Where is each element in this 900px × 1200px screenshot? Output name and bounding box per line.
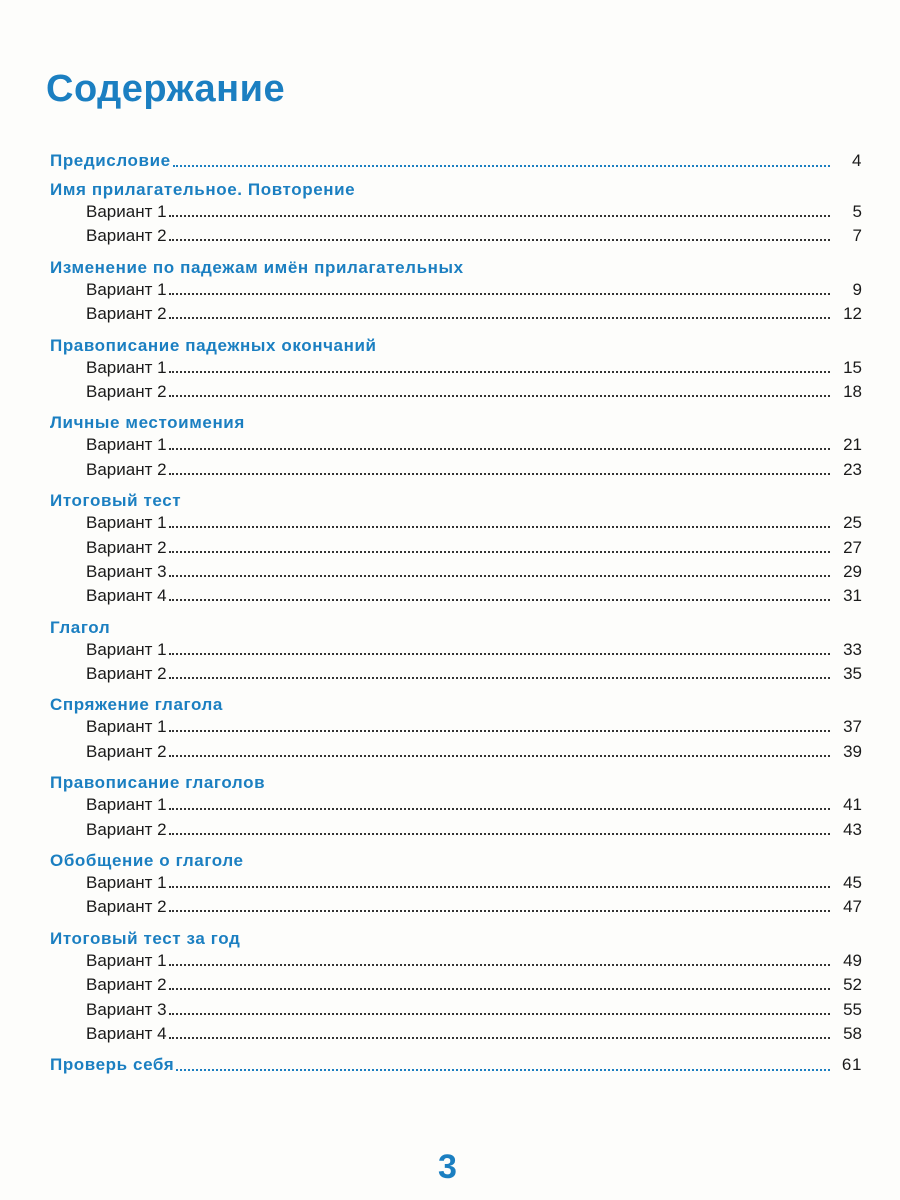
toc-entry-label: Вариант 2 — [86, 459, 167, 479]
toc-page-number: 35 — [843, 664, 862, 684]
toc-entry — [50, 382, 862, 406]
toc-entry — [50, 795, 862, 819]
dot-leader — [169, 316, 830, 319]
toc-entry — [50, 586, 862, 610]
toc-entry-label: Имя прилагательное. Повторение — [50, 180, 356, 199]
dot-leader — [169, 1036, 830, 1039]
toc-entry — [50, 280, 862, 304]
dot-leader — [169, 885, 830, 888]
toc-entry-label: Глагол — [50, 617, 111, 637]
dot-leader — [169, 472, 830, 475]
toc-entry-label: Обобщение о глаголе — [50, 851, 244, 871]
toc-entry-label: Вариант 2 — [86, 741, 167, 761]
toc-page-number: 12 — [843, 304, 862, 324]
toc-entry-label: Вариант 2 — [86, 975, 167, 995]
dot-leader — [173, 164, 830, 167]
dot-leader — [169, 574, 830, 577]
toc-section — [50, 766, 862, 795]
toc-entry — [50, 562, 862, 586]
dot-leader — [169, 550, 830, 553]
toc-entry-label: Вариант 3 — [86, 999, 167, 1019]
toc-entry — [50, 460, 862, 484]
toc-page-number: 15 — [843, 357, 862, 377]
toc-page-number: 45 — [843, 873, 862, 893]
dot-leader — [169, 370, 830, 373]
toc-page-number: 18 — [843, 381, 862, 401]
dot-leader — [169, 394, 830, 397]
toc-section — [50, 329, 862, 358]
dot-leader — [169, 909, 830, 912]
toc-entry — [50, 358, 862, 382]
toc-entry-label: Проверь себя — [50, 1055, 175, 1075]
toc-page-number: 33 — [843, 639, 862, 659]
toc-entry-label: Вариант 4 — [86, 1023, 167, 1043]
toc-entry — [50, 1000, 862, 1024]
toc-entry-label: Вариант 3 — [86, 561, 167, 581]
toc-entry-label: Вариант 2 — [86, 664, 167, 684]
toc-page-number: 23 — [843, 459, 862, 479]
toc-entry-label: Вариант 2 — [86, 226, 167, 246]
page-number: 3 — [438, 1148, 457, 1186]
toc-entry — [50, 304, 862, 328]
toc-entry-label: Вариант 1 — [86, 717, 167, 737]
toc-page-number: 27 — [843, 537, 862, 557]
toc-entry — [50, 513, 862, 537]
toc-entry-label: Вариант 1 — [86, 279, 167, 299]
dot-leader — [169, 832, 830, 835]
toc-entry-label: Изменение по падежам имён прилагательных — [50, 257, 464, 277]
toc-entry — [50, 202, 862, 226]
dot-leader — [176, 1068, 830, 1071]
toc-entry — [50, 717, 862, 741]
toc-entry-label: Вариант 1 — [86, 513, 167, 533]
toc-entry — [50, 435, 862, 459]
toc-entry — [50, 664, 862, 688]
toc-entry — [50, 226, 862, 250]
toc-entry-label: Вариант 1 — [86, 639, 167, 659]
toc-entry-label: Правописание глаголов — [50, 773, 266, 793]
toc-entry — [50, 742, 862, 766]
toc-page-number: 47 — [843, 897, 862, 917]
dot-leader — [169, 447, 830, 450]
toc-page-number: 29 — [843, 561, 862, 581]
toc-page-number: 21 — [843, 435, 862, 455]
toc-entry-label: Предисловие — [50, 151, 171, 170]
toc-entry-label: Личные местоимения — [50, 413, 245, 433]
toc-page-number: 31 — [843, 586, 862, 606]
toc-entry — [50, 1024, 862, 1048]
toc-entry-label: Вариант 1 — [86, 357, 167, 377]
toc-page-number: 43 — [843, 819, 862, 839]
dot-leader — [169, 525, 830, 528]
toc-section — [50, 844, 862, 873]
dot-leader — [169, 598, 830, 601]
toc-entry-label: Итоговый тест — [50, 491, 182, 511]
toc-section — [50, 922, 862, 951]
toc-section — [50, 1048, 862, 1077]
dot-leader — [169, 1012, 830, 1015]
toc-entry — [50, 873, 862, 897]
page-title: Содержание — [46, 68, 286, 110]
toc-entry-label: Вариант 1 — [86, 435, 167, 455]
dot-leader — [169, 652, 830, 655]
dot-leader — [169, 292, 830, 295]
toc-section — [50, 484, 862, 513]
toc-entry — [50, 897, 862, 921]
toc-entry-label: Вариант 2 — [86, 897, 167, 917]
dot-leader — [169, 729, 830, 732]
dot-leader — [169, 238, 830, 241]
toc-page-number: 61 — [841, 1055, 862, 1075]
toc-entry — [50, 975, 862, 999]
dot-leader — [169, 987, 830, 990]
toc-entry-label: Вариант 2 — [86, 537, 167, 557]
toc-page-number: 52 — [843, 975, 862, 995]
toc-page-number: 41 — [843, 795, 862, 815]
toc-entry — [50, 538, 862, 562]
toc-page-number: 9 — [852, 279, 862, 299]
toc-page-number: 25 — [843, 513, 862, 533]
toc-page-number: 7 — [852, 226, 862, 246]
toc-section — [50, 688, 862, 717]
toc-entry-label: Вариант 2 — [86, 304, 167, 324]
toc-section — [50, 173, 862, 202]
toc-entry-label: Вариант 1 — [86, 950, 167, 970]
toc-entry-label: Вариант 1 — [86, 202, 167, 221]
dot-leader — [169, 676, 830, 679]
toc-entry — [50, 820, 862, 844]
toc-section — [50, 611, 862, 640]
toc-section — [50, 406, 862, 435]
toc-entry-label: Вариант 4 — [86, 586, 167, 606]
toc-page-number: 49 — [843, 950, 862, 970]
toc-entry-label: Итоговый тест за год — [50, 928, 241, 948]
dot-leader — [169, 214, 830, 217]
toc-entry — [50, 951, 862, 975]
toc-entry-label: Вариант 1 — [86, 795, 167, 815]
toc-entry-label: Вариант 2 — [86, 381, 167, 401]
dot-leader — [169, 754, 830, 757]
toc-entry-label: Вариант 2 — [86, 819, 167, 839]
toc-page-number: 4 — [851, 151, 862, 170]
toc-section — [50, 251, 862, 280]
toc-entry-label: Вариант 1 — [86, 873, 167, 893]
dot-leader — [169, 807, 830, 810]
toc-page-number: 5 — [852, 202, 862, 221]
toc-entry-label: Спряжение глагола — [50, 695, 223, 715]
dot-leader — [169, 963, 830, 966]
toc-page-number: 55 — [843, 999, 862, 1019]
table-of-contents — [50, 144, 862, 1077]
toc-page-number: 39 — [843, 741, 862, 761]
toc-page-number: 58 — [843, 1023, 862, 1043]
toc-entry — [50, 640, 862, 664]
toc-entry-label: Правописание падежных окончаний — [50, 335, 377, 355]
toc-section — [50, 144, 862, 173]
toc-page-number: 37 — [843, 717, 862, 737]
